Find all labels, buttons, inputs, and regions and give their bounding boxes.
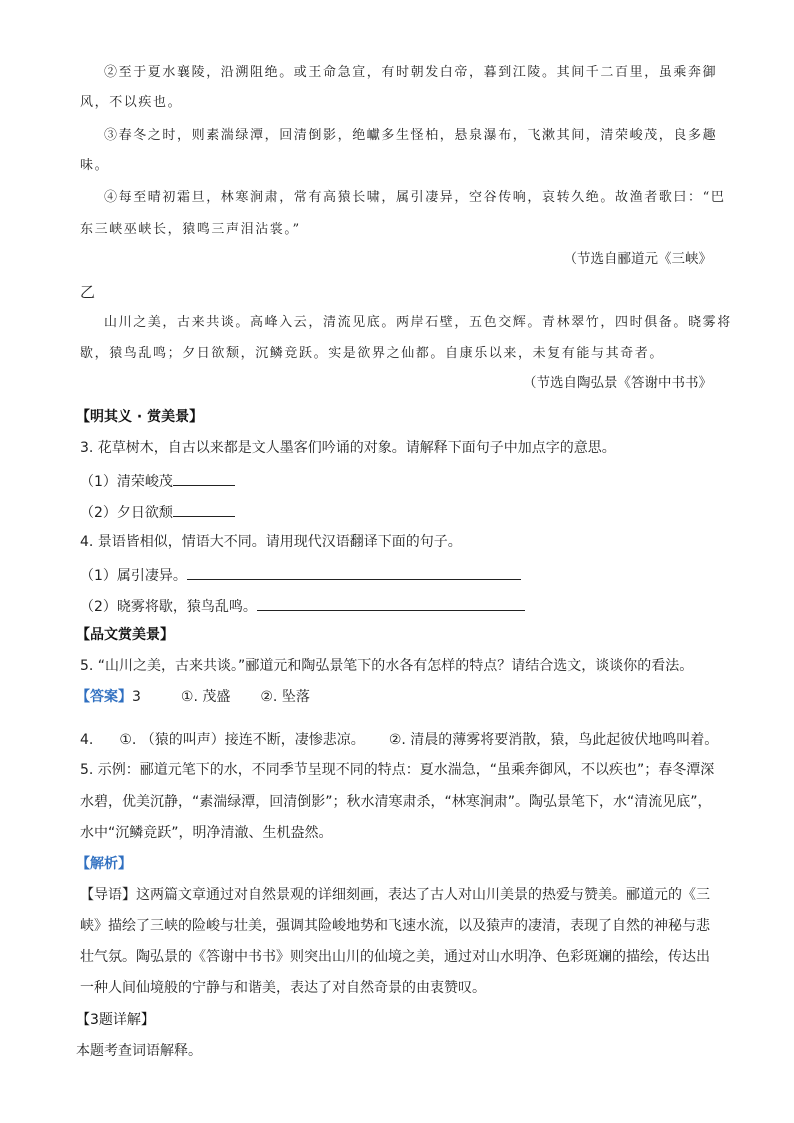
answer-3-1: ①. 茂盛	[180, 689, 231, 705]
guide-line4: 一种人间仙境般的宁静与和谐美，表达了对自然奇景的由衷赞叹。	[80, 980, 486, 996]
question-3-2	[80, 503, 235, 520]
jia-para3-line2: 味。	[80, 158, 110, 173]
jia-para2-line1: ②至于夏水襄陵，沿溯阻绝。或王命急宣，有时朝发白帝，暮到江陵。其间千二百里，虽乘奔御	[104, 65, 718, 80]
guide-line2: 峡》描绘了三峡的险峻与壮美，强调其险峻地势和飞速水流，以及猿声的凄清，表现了自然的神秘与悲	[80, 918, 710, 934]
answer-3-number: 3	[132, 689, 141, 705]
answer-5-line3: 水中“沉鳞竞跃”，明净清澈、生机盎然。	[80, 825, 333, 841]
guide-line3: 壮气氛。陶弘景的《答谢中书书》则突出山川的仙境之美，通过对山水明净、色彩斑斓的描绘，传达出	[80, 949, 710, 965]
answer-row-3	[76, 690, 310, 704]
answer-row-4	[80, 733, 718, 747]
answer-3-2: ②. 坠落	[260, 689, 310, 705]
answer-tag: 【答案】	[76, 689, 132, 705]
question-3-1-text: （1）清荣峻茂	[80, 474, 173, 490]
answer-5-line2: 水碧，优美沉静，“素湍绿潭，回清倒影”；秋水清寒肃杀，“林寒涧肃”。陶弘景笔下，水“清流见底”，	[80, 794, 712, 810]
answer-4-1: ①. （猿的叫声）接连不断，凄惨悲凉。	[119, 732, 365, 748]
jia-source: （节选自郦道元《三峡》	[563, 251, 712, 267]
question-4-1	[80, 566, 521, 583]
section1-heading: 【明其义 · 赏美景】	[76, 409, 204, 425]
answer-blank[interactable]	[257, 597, 525, 611]
jia-para4-line1: ④每至晴初霜旦，林寒涧肃，常有高猿长啸，属引凄异，空谷传响，哀转久绝。故渔者歌曰：“巴	[104, 190, 726, 205]
answer-blank[interactable]	[173, 503, 235, 517]
jia-para3-line1: ③春冬之时，则素湍绿潭，回清倒影，绝巘多生怪柏，悬泉瀑布，飞漱其间，清荣峻茂，良多趣	[104, 128, 718, 143]
yi-source: （节选自陶弘景《答谢中书书》	[523, 375, 712, 391]
detail-text: 本题考查词语解释。	[76, 1043, 202, 1059]
question-4: 4. 景语皆相似，情语大不同。请用现代汉语翻译下面的句子。	[80, 534, 462, 550]
question-5: 5. “山川之美，古来共谈。”郦道元和陶弘景笔下的水各有怎样的特点？请结合选文，谈谈你的看法。	[80, 658, 694, 674]
question-3-1	[80, 472, 235, 489]
jia-para2-line2: 风，不以疾也。	[80, 95, 183, 110]
question-3-2-text: （2）夕日欲颓	[80, 505, 173, 521]
yi-label: 乙	[80, 283, 96, 301]
question-4-1-text: （1）属引凄异。	[80, 568, 187, 584]
yi-line1: 山川之美，古来共谈。高峰入云，清流见底。两岸石壁，五色交辉。青林翠竹，四时俱备。晓雾将	[104, 315, 732, 330]
question-4-2	[80, 597, 525, 614]
answer-blank[interactable]	[187, 566, 521, 580]
section2-heading: 【品文赏美景】	[76, 627, 174, 643]
answer-blank[interactable]	[173, 472, 235, 486]
answer-5-line1: 5. 示例：郦道元笔下的水，不同季节呈现不同的特点：夏水湍急，“虽乘奔御风，不以疾也”；春冬潭深	[80, 762, 715, 778]
answer-4-2: ②. 清晨的薄雾将要消散，猿，鸟此起彼伏地鸣叫着。	[388, 732, 719, 748]
answer-4-number: 4.	[80, 732, 94, 748]
analysis-tag: 【解析】	[76, 856, 132, 872]
detail-heading: 【3题详解】	[76, 1012, 155, 1028]
jia-para4-line2: 东三峡巫峡长，猿鸣三声泪沾裳。”	[80, 222, 301, 237]
yi-line2: 歇，猿鸟乱鸣；夕日欲颓，沉鳞竞跃。实是欲界之仙都。自康乐以来，未复有能与其奇者。	[80, 346, 665, 361]
question-4-2-text: （2）晓雾将歇，猿鸟乱鸣。	[80, 599, 257, 615]
guide-line1: 【导语】这两篇文章通过对自然景观的详细刻画，表达了古人对山川美景的热爱与赞美。郦道元的《三	[80, 887, 710, 903]
question-3: 3. 花草树木，自古以来都是文人墨客们吟诵的对象。请解释下面句子中加点字的意思。	[80, 440, 616, 456]
